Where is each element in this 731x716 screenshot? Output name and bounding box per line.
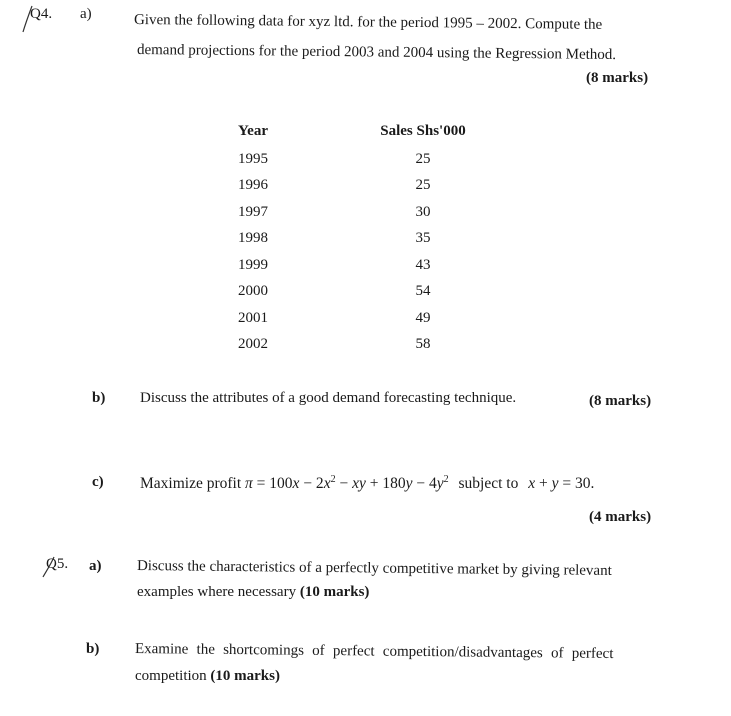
profit-formula bbox=[245, 475, 449, 492]
q5b-marks: (10 marks) bbox=[210, 668, 280, 684]
year-column-header: Year bbox=[238, 122, 268, 139]
formula-var: x bbox=[528, 475, 536, 493]
q4c-question bbox=[140, 474, 594, 493]
sales-cell: 58 bbox=[415, 336, 431, 353]
table-header-row bbox=[232, 116, 478, 146]
formula-part: = 100 bbox=[252, 475, 293, 493]
q5b-label: b) bbox=[86, 641, 100, 657]
formula-part: − 4 bbox=[412, 475, 437, 493]
sales-column-header: Sales Shs'000 bbox=[380, 122, 466, 139]
q4a-text-line1: Given the following data for xyz ltd. for the period 1995 – 2002. Compute the bbox=[133, 12, 603, 33]
formula-part: + 180 bbox=[365, 475, 406, 493]
formula-var: xy bbox=[352, 475, 366, 493]
q4c-label: c) bbox=[92, 474, 104, 490]
table-row bbox=[232, 226, 478, 253]
formula-part: − 2 bbox=[299, 475, 324, 493]
formula-part: = 30. bbox=[558, 475, 595, 493]
table-row bbox=[232, 252, 478, 279]
formula-var: y bbox=[551, 475, 559, 493]
constraint-formula bbox=[528, 475, 594, 492]
year-cell: 1996 bbox=[238, 177, 268, 194]
question-4-number: Q4. bbox=[30, 6, 53, 22]
sales-cell: 25 bbox=[415, 177, 431, 194]
q5a-label: a) bbox=[89, 558, 102, 574]
table-row bbox=[232, 173, 478, 200]
table-row bbox=[232, 305, 478, 332]
sales-data-table bbox=[232, 116, 478, 358]
q5a-line2-text: examples where necessary bbox=[137, 584, 300, 600]
q4c-prefix: Maximize profit bbox=[140, 475, 242, 493]
q5b-text-line1: Examine the shortcomings of perfect competition/disadvantages of perfect bbox=[134, 641, 614, 663]
sales-cell: 35 bbox=[415, 230, 431, 247]
formula-var: x bbox=[292, 475, 300, 493]
formula-exponent: 2 bbox=[330, 474, 336, 485]
q5b-text-line2 bbox=[135, 668, 280, 685]
year-cell: 1997 bbox=[238, 203, 268, 220]
sales-cell: 54 bbox=[415, 283, 431, 300]
formula-var: x bbox=[323, 475, 331, 493]
year-cell: 1998 bbox=[238, 230, 268, 247]
q5a-marks: (10 marks) bbox=[299, 584, 370, 600]
q4c-subject-to: subject to bbox=[458, 475, 519, 493]
table-row bbox=[232, 146, 478, 173]
q5b-line2-text: competition bbox=[135, 668, 211, 684]
table-row bbox=[232, 332, 478, 359]
year-cell: 1999 bbox=[238, 256, 268, 273]
q4c-marks: (4 marks) bbox=[589, 509, 652, 525]
formula-part: + bbox=[535, 475, 552, 493]
sales-cell: 49 bbox=[415, 309, 431, 326]
year-cell: 2002 bbox=[238, 336, 268, 353]
q4a-marks: (8 marks) bbox=[586, 70, 649, 86]
q4a-label: a) bbox=[80, 6, 92, 22]
sales-cell: 30 bbox=[415, 203, 431, 220]
table-row bbox=[232, 279, 478, 306]
year-cell: 1995 bbox=[238, 150, 268, 167]
formula-exponent: 2 bbox=[443, 474, 449, 485]
table-row bbox=[232, 199, 478, 226]
formula-var: y bbox=[405, 475, 413, 493]
q4b-label: b) bbox=[92, 390, 106, 406]
q4b-text: Discuss the attributes of a good demand forecasting technique. bbox=[140, 390, 517, 406]
q4b-marks: (8 marks) bbox=[589, 393, 652, 409]
q5a-text-line2 bbox=[137, 584, 369, 601]
sales-cell: 25 bbox=[415, 150, 431, 167]
formula-part: − bbox=[335, 475, 353, 493]
formula-var: y bbox=[436, 475, 444, 493]
year-cell: 2000 bbox=[238, 283, 268, 300]
q4a-text-line2: demand projections for the period 2003 and 2004 using the Regression Method. bbox=[136, 42, 617, 64]
pi-symbol: π bbox=[245, 475, 253, 493]
q5a-text-line1: Discuss the characteristics of a perfectly competitive market by giving relevant bbox=[136, 558, 612, 579]
sales-cell: 43 bbox=[415, 256, 431, 273]
question-5-number: Q5. bbox=[46, 556, 69, 572]
year-cell: 2001 bbox=[238, 309, 268, 326]
